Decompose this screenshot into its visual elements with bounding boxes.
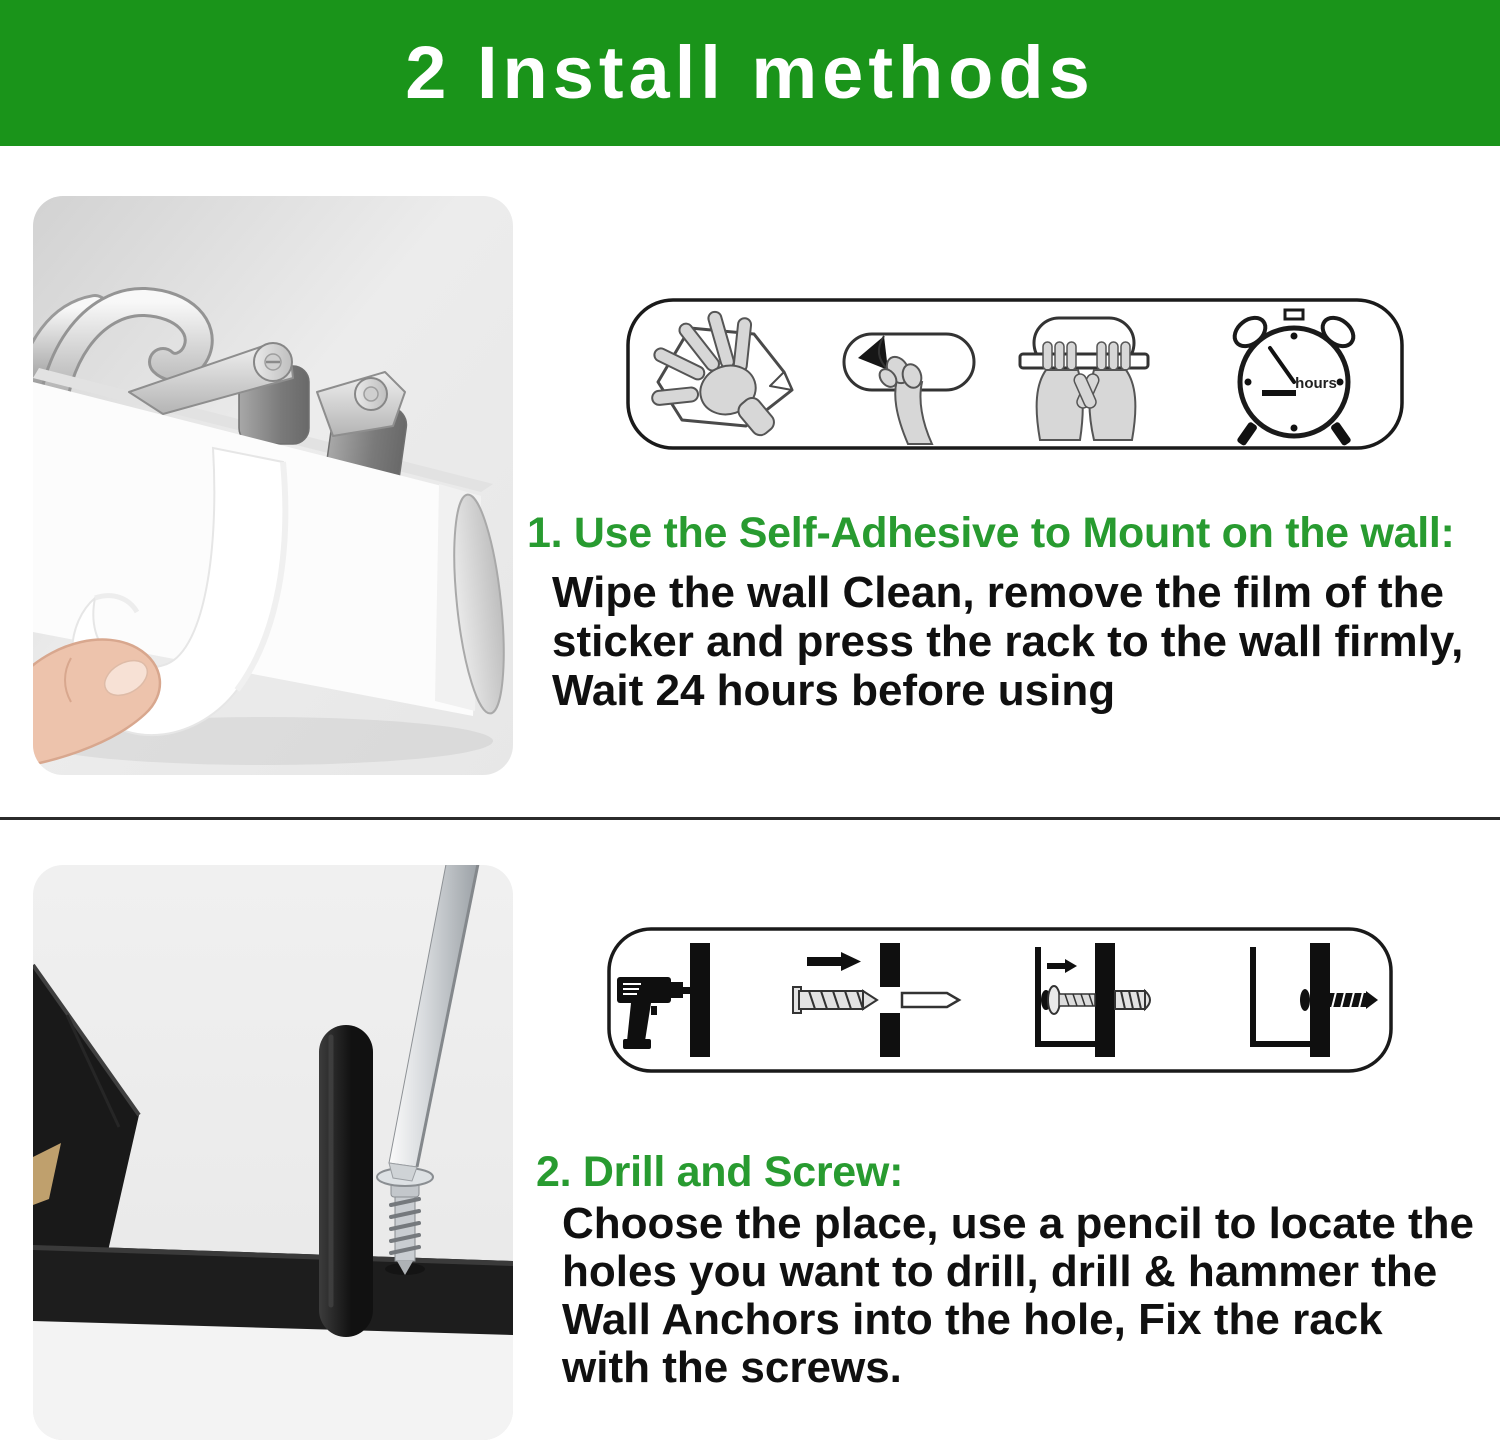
- method1-body: [552, 568, 1463, 715]
- method2-body-line: with the screws.: [562, 1343, 902, 1392]
- method1-body-line: Wait 24 hours before using: [552, 666, 1116, 715]
- method1-body-line: Wipe the wall Clean, remove the film of the: [552, 568, 1444, 617]
- section-divider: [0, 817, 1500, 820]
- strip-border: [609, 929, 1391, 1071]
- method2-body-line: holes you want to drill, drill & hammer the: [562, 1247, 1438, 1296]
- wall-section: [1095, 943, 1115, 1057]
- wait-clock-icon: [1229, 310, 1359, 447]
- method2-body-line: Choose the place, use a pencil to locate the: [562, 1199, 1475, 1248]
- clock-hours-label: hours: [1295, 375, 1337, 392]
- bracket-line: [1250, 947, 1256, 1047]
- wall-section: [1310, 943, 1330, 1057]
- wall-section: [690, 943, 710, 1057]
- method1-body-line: sticker and press the rack to the wall firmly,: [552, 617, 1464, 666]
- drill-steps-strip: [607, 927, 1393, 1073]
- photo-adhesive-peel: [33, 196, 513, 775]
- photo-drill-screw: [33, 865, 513, 1440]
- bracket-line: [1035, 947, 1041, 1047]
- table-surface: [33, 1320, 513, 1440]
- page-title: 2 Install methods: [405, 31, 1095, 114]
- header-banner: [0, 0, 1500, 146]
- method2-body: [562, 1200, 1474, 1392]
- adhesive-steps-strip: [626, 298, 1404, 450]
- method2-body-line: Wall Anchors into the hole, Fix the rack: [562, 1295, 1383, 1344]
- method1-heading: 1. Use the Self-Adhesive to Mount on the wall:: [527, 509, 1455, 557]
- method2-heading: 2. Drill and Screw:: [536, 1148, 904, 1196]
- black-peg: [319, 1025, 373, 1337]
